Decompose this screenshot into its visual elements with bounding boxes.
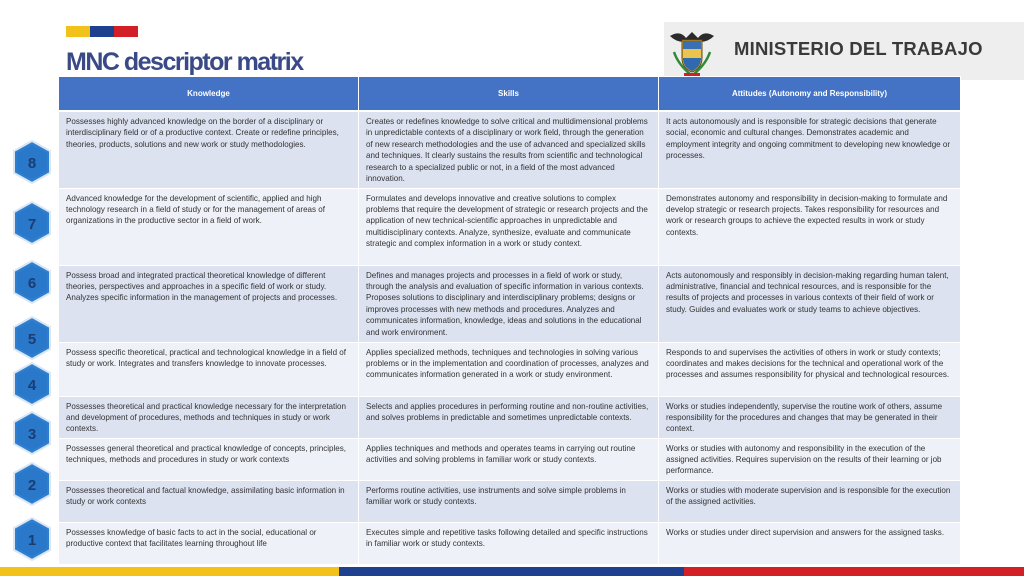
level-label: 8 — [27, 155, 37, 172]
level-label: 1 — [27, 532, 37, 549]
level-label: 4 — [27, 377, 37, 394]
flag-red — [114, 26, 138, 37]
flag-yellow — [66, 26, 90, 37]
level-badge-5 — [11, 315, 53, 361]
table-row-level-3 — [59, 438, 961, 480]
footer-color-bar — [0, 567, 1024, 576]
cell-skills: Selects and applies procedures in performing routine and non-routine activities, and solves problems in predictable and sometimes unpredictable contexts. — [359, 396, 659, 438]
level-badge-1 — [11, 516, 53, 562]
footer-bar-yellow — [0, 567, 339, 576]
cell-knowledge: Possesses knowledge of basic facts to act in the social, educational or productive context that facilitates learning throughout life — [59, 522, 359, 564]
cell-skills: Applies techniques and methods and operates teams in carrying out routine activities and solving problems in familiar work or study contexts. — [359, 438, 659, 480]
ministry-name: MINISTERIO DEL TRABAJO — [734, 38, 983, 59]
level-label: 3 — [27, 426, 37, 443]
cell-skills: Formulates and develops innovative and creative solutions to complex problems that require the development of strategic or research projects and the application of new technical-scientific approaches in unpredictable and multidisciplinary contexts. Analyze, synthesize, evaluate and communicate strategic and complex information in a work or study context. — [359, 188, 659, 265]
table-row-level-8 — [59, 111, 961, 188]
column-header-skills: Skills — [359, 77, 659, 112]
ministry-logo — [664, 22, 1024, 80]
column-header-knowledge: Knowledge — [59, 77, 359, 112]
cell-attitudes: Works or studies under direct supervision and answers for the assigned tasks. — [659, 522, 961, 564]
colombia-coat-of-arms-icon — [664, 22, 720, 80]
table-row-level-1 — [59, 522, 961, 564]
cell-knowledge: Possesses highly advanced knowledge on the border of a disciplinary or interdisciplinary field or of a productive context. Create or redefine principles, theories, products, solutions and new work or study methodologies. — [59, 111, 359, 188]
level-label: 2 — [27, 477, 37, 494]
cell-skills: Performs routine activities, use instruments and solve simple problems in familiar work or study contexts. — [359, 480, 659, 522]
cell-knowledge: Possess specific theoretical, practical and technological knowledge in a field of study or work. Integrates and transfers knowledge to innovate processes. — [59, 342, 359, 396]
table-row-level-4 — [59, 396, 961, 438]
level-label: 7 — [27, 216, 37, 233]
flag-blue — [90, 26, 114, 37]
cell-attitudes: Works or studies with moderate supervision and is responsible for the execution of the assigned activities. — [659, 480, 961, 522]
table-row-level-7 — [59, 188, 961, 265]
table-row-level-6 — [59, 265, 961, 342]
cell-attitudes: Works or studies with autonomy and responsibility in the execution of the assigned activities. Requires supervision on the results of their learning or job performance. — [659, 438, 961, 480]
flag-strip — [66, 26, 138, 37]
table-row-level-2 — [59, 480, 961, 522]
cell-knowledge: Possesses general theoretical and practical knowledge of concepts, principles, techniques, methods and procedures in study or work contexts — [59, 438, 359, 480]
level-badge-8 — [11, 139, 53, 185]
level-badge-3 — [11, 410, 53, 456]
level-badge-6 — [11, 259, 53, 305]
table-header-row — [59, 77, 961, 112]
level-badges — [0, 0, 60, 576]
cell-knowledge: Advanced knowledge for the development of scientific, applied and high technology research in a field of study or for the management of areas of organizations in the productive sector in a field of work. — [59, 188, 359, 265]
level-badge-4 — [11, 361, 53, 407]
level-badge-7 — [11, 200, 53, 246]
footer-bar-red — [684, 567, 1024, 576]
cell-attitudes: It acts autonomously and is responsible for strategic decisions that generate social, economic and cultural changes. Demonstrates academic and employment integrity and ongoing commitment to developing new knowledge or processes. — [659, 111, 961, 188]
cell-skills: Creates or redefines knowledge to solve critical and multidimensional problems in unpredictable contexts of a disciplinary or work field, through the generation of new research methodologies and the use of advanced and specialized skills and techniques. It clearly sustains the results from scientific and technological research to a specialized public or not, in a field of the most advanced innovation. — [359, 111, 659, 188]
page-title: MNC descriptor matrix — [66, 48, 303, 76]
cell-knowledge: Possess broad and integrated practical theoretical knowledge of different theories, perspectives and approaches in a specific field of work or study. Analyzes specific information in the management of projects and processes. — [59, 265, 359, 342]
level-label: 5 — [27, 331, 37, 348]
descriptor-matrix — [58, 76, 961, 565]
cell-knowledge: Possesses theoretical and factual knowledge, assimilating basic information in study or work contexts — [59, 480, 359, 522]
footer-bar-blue — [339, 567, 684, 576]
cell-attitudes: Responds to and supervises the activities of others in work or study contexts; coordinates and makes decisions for the technical and operational work of the processes and assumes responsibility for physical and technological resources. — [659, 342, 961, 396]
cell-skills: Executes simple and repetitive tasks following detailed and specific instructions in familiar work or study contexts. — [359, 522, 659, 564]
level-label: 6 — [27, 275, 37, 292]
level-badge-2 — [11, 461, 53, 507]
cell-attitudes: Works or studies independently, supervise the routine work of others, assume responsibility for the procedures and changes that may be generated in their context. — [659, 396, 961, 438]
cell-attitudes: Demonstrates autonomy and responsibility in decision-making to formulate and develop strategic or research projects. Takes responsibility for resources and work or research groups to achieve the expected results in work or study contexts. — [659, 188, 961, 265]
cell-knowledge: Possesses theoretical and practical knowledge necessary for the interpretation and development of procedures, methods and techniques in study or work contexts. — [59, 396, 359, 438]
cell-attitudes: Acts autonomously and responsibly in decision-making regarding human talent, administrative, financial and technical resources, and is responsible for the results of projects and processes in various contexts of their field of work or study. Guides and evaluates work or study teams to achieve objectives. — [659, 265, 961, 342]
table-row-level-5 — [59, 342, 961, 396]
column-header-attitudes: Attitudes (Autonomy and Responsibility) — [659, 77, 961, 112]
cell-skills: Defines and manages projects and processes in a field of work or study, through the analysis and evaluation of specific information in various contexts. Proposes solutions to disciplinary and interdisciplinary problems; designs or improves processes with new methods and procedures. Analyzes and communicates information, knowledge, ideas and solutions in the educational and work environment. — [359, 265, 659, 342]
cell-skills: Applies specialized methods, techniques and technologies in solving various problems or in the implementation and coordination of processes, analyzes and communicates information generated in a work or study environment. — [359, 342, 659, 396]
